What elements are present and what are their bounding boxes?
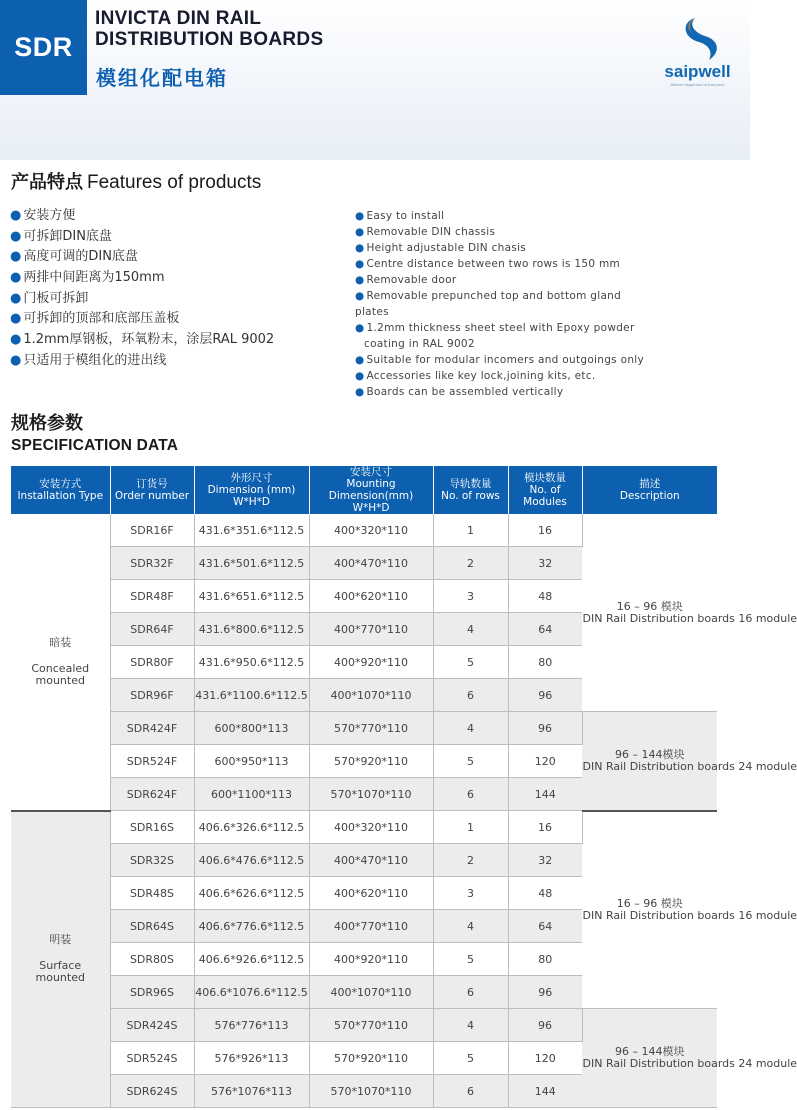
rows-cell: 5 <box>433 1042 508 1075</box>
feature-item-en <box>355 368 655 384</box>
dimension-cell: 431.6*651.6*112.5 <box>194 580 309 613</box>
description-cell <box>582 712 797 811</box>
order-number-cell: SDR624S <box>110 1075 194 1108</box>
column-header-en: Description <box>619 490 680 502</box>
bullet-icon: ● <box>10 311 22 327</box>
mounting-dimension-cell: 400*770*110 <box>309 910 433 943</box>
feature-item-en <box>355 224 655 240</box>
dimension-cell: 431.6*950.6*112.5 <box>194 646 309 679</box>
column-header <box>433 466 508 514</box>
dimension-cell: 600*950*113 <box>194 745 309 778</box>
description-cell <box>582 514 797 712</box>
feature-item-en <box>355 240 655 256</box>
mounting-dimension-cell: 400*470*110 <box>309 844 433 877</box>
column-header-cn: 模块数量 <box>524 472 566 484</box>
spacer <box>11 946 110 960</box>
feature-item-cn <box>10 289 274 310</box>
modules-cell: 16 <box>508 514 582 547</box>
bullet-icon: ● <box>10 249 22 265</box>
modules-cell: 32 <box>508 844 582 877</box>
feature-item-en <box>355 288 655 320</box>
modules-cell: 32 <box>508 547 582 580</box>
spec-heading: 规格参数 SPECIFICATION DATA <box>11 413 179 454</box>
mounting-dimension-cell: 400*320*110 <box>309 811 433 844</box>
dimension-cell: 431.6*800.6*112.5 <box>194 613 309 646</box>
feature-text: 高度可调的DIN底盘 <box>23 249 138 265</box>
sdr-badge: SDR <box>0 0 87 95</box>
order-number-cell: SDR48F <box>110 580 194 613</box>
table-row <box>11 811 717 844</box>
column-header-cn: 安装尺寸 <box>350 466 392 478</box>
dimension-cell: 576*776*113 <box>194 1009 309 1042</box>
feature-item-cn <box>10 351 274 372</box>
dimension-cell: 406.6*626.6*112.5 <box>194 877 309 910</box>
column-header-en: Mounting Dimension(mm) <box>328 478 414 502</box>
modules-cell: 96 <box>508 976 582 1009</box>
mounting-dimension-cell: 570*770*110 <box>309 712 433 745</box>
bullet-icon: ● <box>355 370 365 382</box>
title-cn: 模组化配电箱 <box>96 66 228 90</box>
modules-cell: 120 <box>508 745 582 778</box>
rows-cell: 1 <box>433 811 508 844</box>
dimension-cell: 600*800*113 <box>194 712 309 745</box>
rows-cell: 5 <box>433 943 508 976</box>
mounting-dimension-cell: 570*920*110 <box>309 1042 433 1075</box>
bullet-icon: ● <box>355 386 365 398</box>
feature-text: 可拆卸DIN底盘 <box>23 228 112 244</box>
feature-text: Removable DIN chassis <box>366 226 496 238</box>
dimension-cell: 576*1076*113 <box>194 1075 309 1108</box>
order-number-cell: SDR64F <box>110 613 194 646</box>
features-heading: 产品特点 Features of products <box>11 172 262 193</box>
column-header-en2: W*H*D <box>233 496 270 508</box>
installation-type-en: Surface <box>39 959 82 973</box>
order-number-cell: SDR16F <box>110 514 194 547</box>
column-header-en: Dimension (mm) <box>207 484 296 496</box>
column-header-cn: 导轨数量 <box>449 478 492 490</box>
feature-item-en <box>355 272 655 288</box>
feature-item-en <box>355 256 655 272</box>
table-row <box>11 1009 717 1042</box>
feature-text: Removable prepunched top and bottom gland plates <box>355 290 622 318</box>
rows-cell: 3 <box>433 877 508 910</box>
order-number-cell: SDR96S <box>110 976 194 1009</box>
description-en: DIN Rail Distribution boards 16 module <box>582 611 797 625</box>
modules-cell: 96 <box>508 679 582 712</box>
modules-cell: 144 <box>508 1075 582 1108</box>
modules-cell: 144 <box>508 778 582 811</box>
modules-cell: 96 <box>508 1009 582 1042</box>
modules-cell: 120 <box>508 1042 582 1075</box>
description-cell <box>582 811 797 1009</box>
installation-type-en: Concealed <box>31 661 90 675</box>
order-number-cell: SDR32F <box>110 547 194 580</box>
order-number-cell: SDR624F <box>110 778 194 811</box>
bullet-icon: ● <box>10 352 22 368</box>
mounting-dimension-cell: 400*470*110 <box>309 547 433 580</box>
bullet-icon: ● <box>355 274 365 286</box>
mounting-dimension-cell: 570*920*110 <box>309 745 433 778</box>
column-header-en: No. of rows <box>441 490 500 502</box>
logo-wordmark: saipwell <box>664 62 731 81</box>
modules-cell: 64 <box>508 910 582 943</box>
swoosh-icon <box>655 12 740 62</box>
rows-cell: 4 <box>433 712 508 745</box>
feature-text: Easy to install <box>366 210 445 222</box>
installation-type-en: mounted <box>35 673 85 687</box>
mounting-dimension-cell: 400*320*110 <box>309 514 433 547</box>
description-cn: 96 – 144模块 <box>615 747 685 761</box>
bullet-icon: ● <box>355 226 365 238</box>
feature-item-cn <box>10 268 274 289</box>
description-en: DIN Rail Distribution boards 24 module <box>582 1057 797 1070</box>
rows-cell: 6 <box>433 1075 508 1108</box>
mounting-dimension-cell: 570*1070*110 <box>309 1075 433 1108</box>
order-number-cell: SDR48S <box>110 877 194 910</box>
column-header-en: No. of <box>529 484 561 496</box>
modules-cell: 48 <box>508 580 582 613</box>
feature-text: 可拆卸的顶部和底部压盖板 <box>23 311 180 327</box>
modules-cell: 96 <box>508 712 582 745</box>
features-list-cn <box>10 206 274 372</box>
feature-item-en <box>355 336 664 352</box>
rows-cell: 5 <box>433 745 508 778</box>
column-header <box>582 466 717 514</box>
bullet-icon: ● <box>355 258 365 270</box>
column-header-cn: 订货号 <box>136 478 168 490</box>
feature-text: 两排中间距离为150mm <box>23 270 165 286</box>
rows-cell: 2 <box>433 844 508 877</box>
feature-text: 1.2mm thickness sheet steel with Epoxy powder <box>366 322 635 334</box>
installation-type-cell <box>11 811 110 1108</box>
column-header <box>508 466 582 514</box>
order-number-cell: SDR424F <box>110 712 194 745</box>
rows-cell: 4 <box>433 910 508 943</box>
feature-text: 安装方便 <box>23 208 76 223</box>
dimension-cell: 431.6*351.6*112.5 <box>194 514 309 547</box>
feature-item-cn <box>10 330 274 351</box>
column-header-cn: 安装方式 <box>39 478 82 490</box>
description-en: DIN Rail Distribution boards 24 module <box>582 759 797 773</box>
modules-cell: 64 <box>508 613 582 646</box>
modules-cell: 80 <box>508 943 582 976</box>
feature-item-en <box>355 352 655 368</box>
rows-cell: 6 <box>433 679 508 712</box>
rows-cell: 5 <box>433 646 508 679</box>
description-cn: 16 – 96 模块 <box>616 599 683 613</box>
modules-cell: 16 <box>508 811 582 844</box>
mounting-dimension-cell: 400*920*110 <box>309 646 433 679</box>
mounting-dimension-cell: 400*620*110 <box>309 580 433 613</box>
mounting-dimension-cell: 570*770*110 <box>309 1009 433 1042</box>
column-header <box>194 466 309 514</box>
bullet-icon: ● <box>10 208 22 223</box>
dimension-cell: 406.6*776.6*112.5 <box>194 910 309 943</box>
mounting-dimension-cell: 400*920*110 <box>309 943 433 976</box>
column-header-en: Installation Type <box>17 490 104 502</box>
installation-type-en: mounted <box>35 971 85 985</box>
column-header <box>11 466 110 514</box>
modules-cell: 80 <box>508 646 582 679</box>
feature-text: Removable door <box>366 274 457 286</box>
column-header-cn: 描述 <box>639 478 661 490</box>
mounting-dimension-cell: 400*620*110 <box>309 877 433 910</box>
rows-cell: 1 <box>433 514 508 547</box>
modules-cell: 48 <box>508 877 582 910</box>
dimension-cell: 600*1100*113 <box>194 778 309 811</box>
mounting-dimension-cell: 400*770*110 <box>309 613 433 646</box>
dimension-cell: 406.6*1076.6*112.5 <box>194 976 309 1009</box>
bullet-icon: ● <box>10 270 22 286</box>
table-row <box>11 514 717 547</box>
dimension-cell: 406.6*326.6*112.5 <box>194 811 309 844</box>
feature-text: coating in RAL 9002 <box>364 338 475 350</box>
feature-text: 门板可拆卸 <box>23 290 89 306</box>
feature-text: Centre distance between two rows is 150 mm <box>366 258 621 270</box>
feature-item-cn <box>10 309 274 330</box>
order-number-cell: SDR524F <box>110 745 194 778</box>
column-header-en: Order number <box>114 490 190 502</box>
spec-table <box>11 466 797 1108</box>
installation-type-cn: 暗装 <box>49 635 72 649</box>
saipwell-logo <box>655 12 740 92</box>
rows-cell: 6 <box>433 778 508 811</box>
mounting-dimension-cell: 400*1070*110 <box>309 679 433 712</box>
column-header <box>309 466 433 514</box>
feature-text: Boards can be assembled vertically <box>366 386 564 398</box>
description-cell <box>582 1009 797 1108</box>
feature-item-cn <box>10 227 274 248</box>
mounting-dimension-cell: 400*1070*110 <box>309 976 433 1009</box>
rows-cell: 4 <box>433 1009 508 1042</box>
feature-text: Accessories like key lock,joining kits, etc. <box>366 370 596 382</box>
logo-tagline: Deliver Happiness to Everyone <box>670 83 725 87</box>
features-list-en <box>355 208 664 400</box>
mounting-dimension-cell: 570*1070*110 <box>309 778 433 811</box>
feature-text: 只适用于模组化的进出线 <box>23 352 167 368</box>
feature-item-cn <box>10 206 274 227</box>
installation-type-cell <box>11 514 110 811</box>
rows-cell: 4 <box>433 613 508 646</box>
feature-item-cn <box>10 247 274 268</box>
bullet-icon: ● <box>355 290 365 302</box>
column-header-en2: W*H*D <box>352 502 390 514</box>
order-number-cell: SDR424S <box>110 1009 194 1042</box>
dimension-cell: 406.6*926.6*112.5 <box>194 943 309 976</box>
spacer <box>11 649 110 663</box>
column-header-cn: 外形尺寸 <box>230 472 273 484</box>
rows-cell: 6 <box>433 976 508 1009</box>
rows-cell: 3 <box>433 580 508 613</box>
feature-text: 1.2mm厚钢板，环氧粉末，涂层RAL 9002 <box>23 332 275 348</box>
bullet-icon: ● <box>355 354 365 366</box>
order-number-cell: SDR80S <box>110 943 194 976</box>
column-header <box>110 466 194 514</box>
bullet-icon: ● <box>355 242 365 254</box>
description-cn: 16 – 96 模块 <box>616 896 683 910</box>
feature-item-en <box>355 208 655 224</box>
bullet-icon: ● <box>355 210 365 222</box>
dimension-cell: 406.6*476.6*112.5 <box>194 844 309 877</box>
description-cn: 96 – 144模块 <box>615 1045 685 1058</box>
bullet-icon: ● <box>355 322 365 334</box>
feature-item-en <box>355 320 655 336</box>
title-en: INVICTA DIN RAIL DISTRIBUTION BOARDS <box>95 8 324 50</box>
order-number-cell: SDR96F <box>110 679 194 712</box>
table-row <box>11 712 717 745</box>
order-number-cell: SDR32S <box>110 844 194 877</box>
installation-type-cn: 明装 <box>49 933 72 947</box>
order-number-cell: SDR64S <box>110 910 194 943</box>
column-header-en2: Modules <box>523 496 567 508</box>
description-en: DIN Rail Distribution boards 16 module <box>582 908 797 922</box>
dimension-cell: 431.6*1100.6*112.5 <box>194 679 309 712</box>
order-number-cell: SDR16S <box>110 811 194 844</box>
feature-text: Height adjustable DIN chasis <box>366 242 527 254</box>
bullet-icon: ● <box>10 332 22 348</box>
dimension-cell: 431.6*501.6*112.5 <box>194 547 309 580</box>
dimension-cell: 576*926*113 <box>194 1042 309 1075</box>
feature-text: Suitable for modular incomers and outgoings only <box>366 354 645 366</box>
feature-item-en <box>355 384 655 400</box>
rows-cell: 2 <box>433 547 508 580</box>
bullet-icon: ● <box>10 290 22 306</box>
order-number-cell: SDR80F <box>110 646 194 679</box>
bullet-icon: ● <box>10 228 22 244</box>
order-number-cell: SDR524S <box>110 1042 194 1075</box>
